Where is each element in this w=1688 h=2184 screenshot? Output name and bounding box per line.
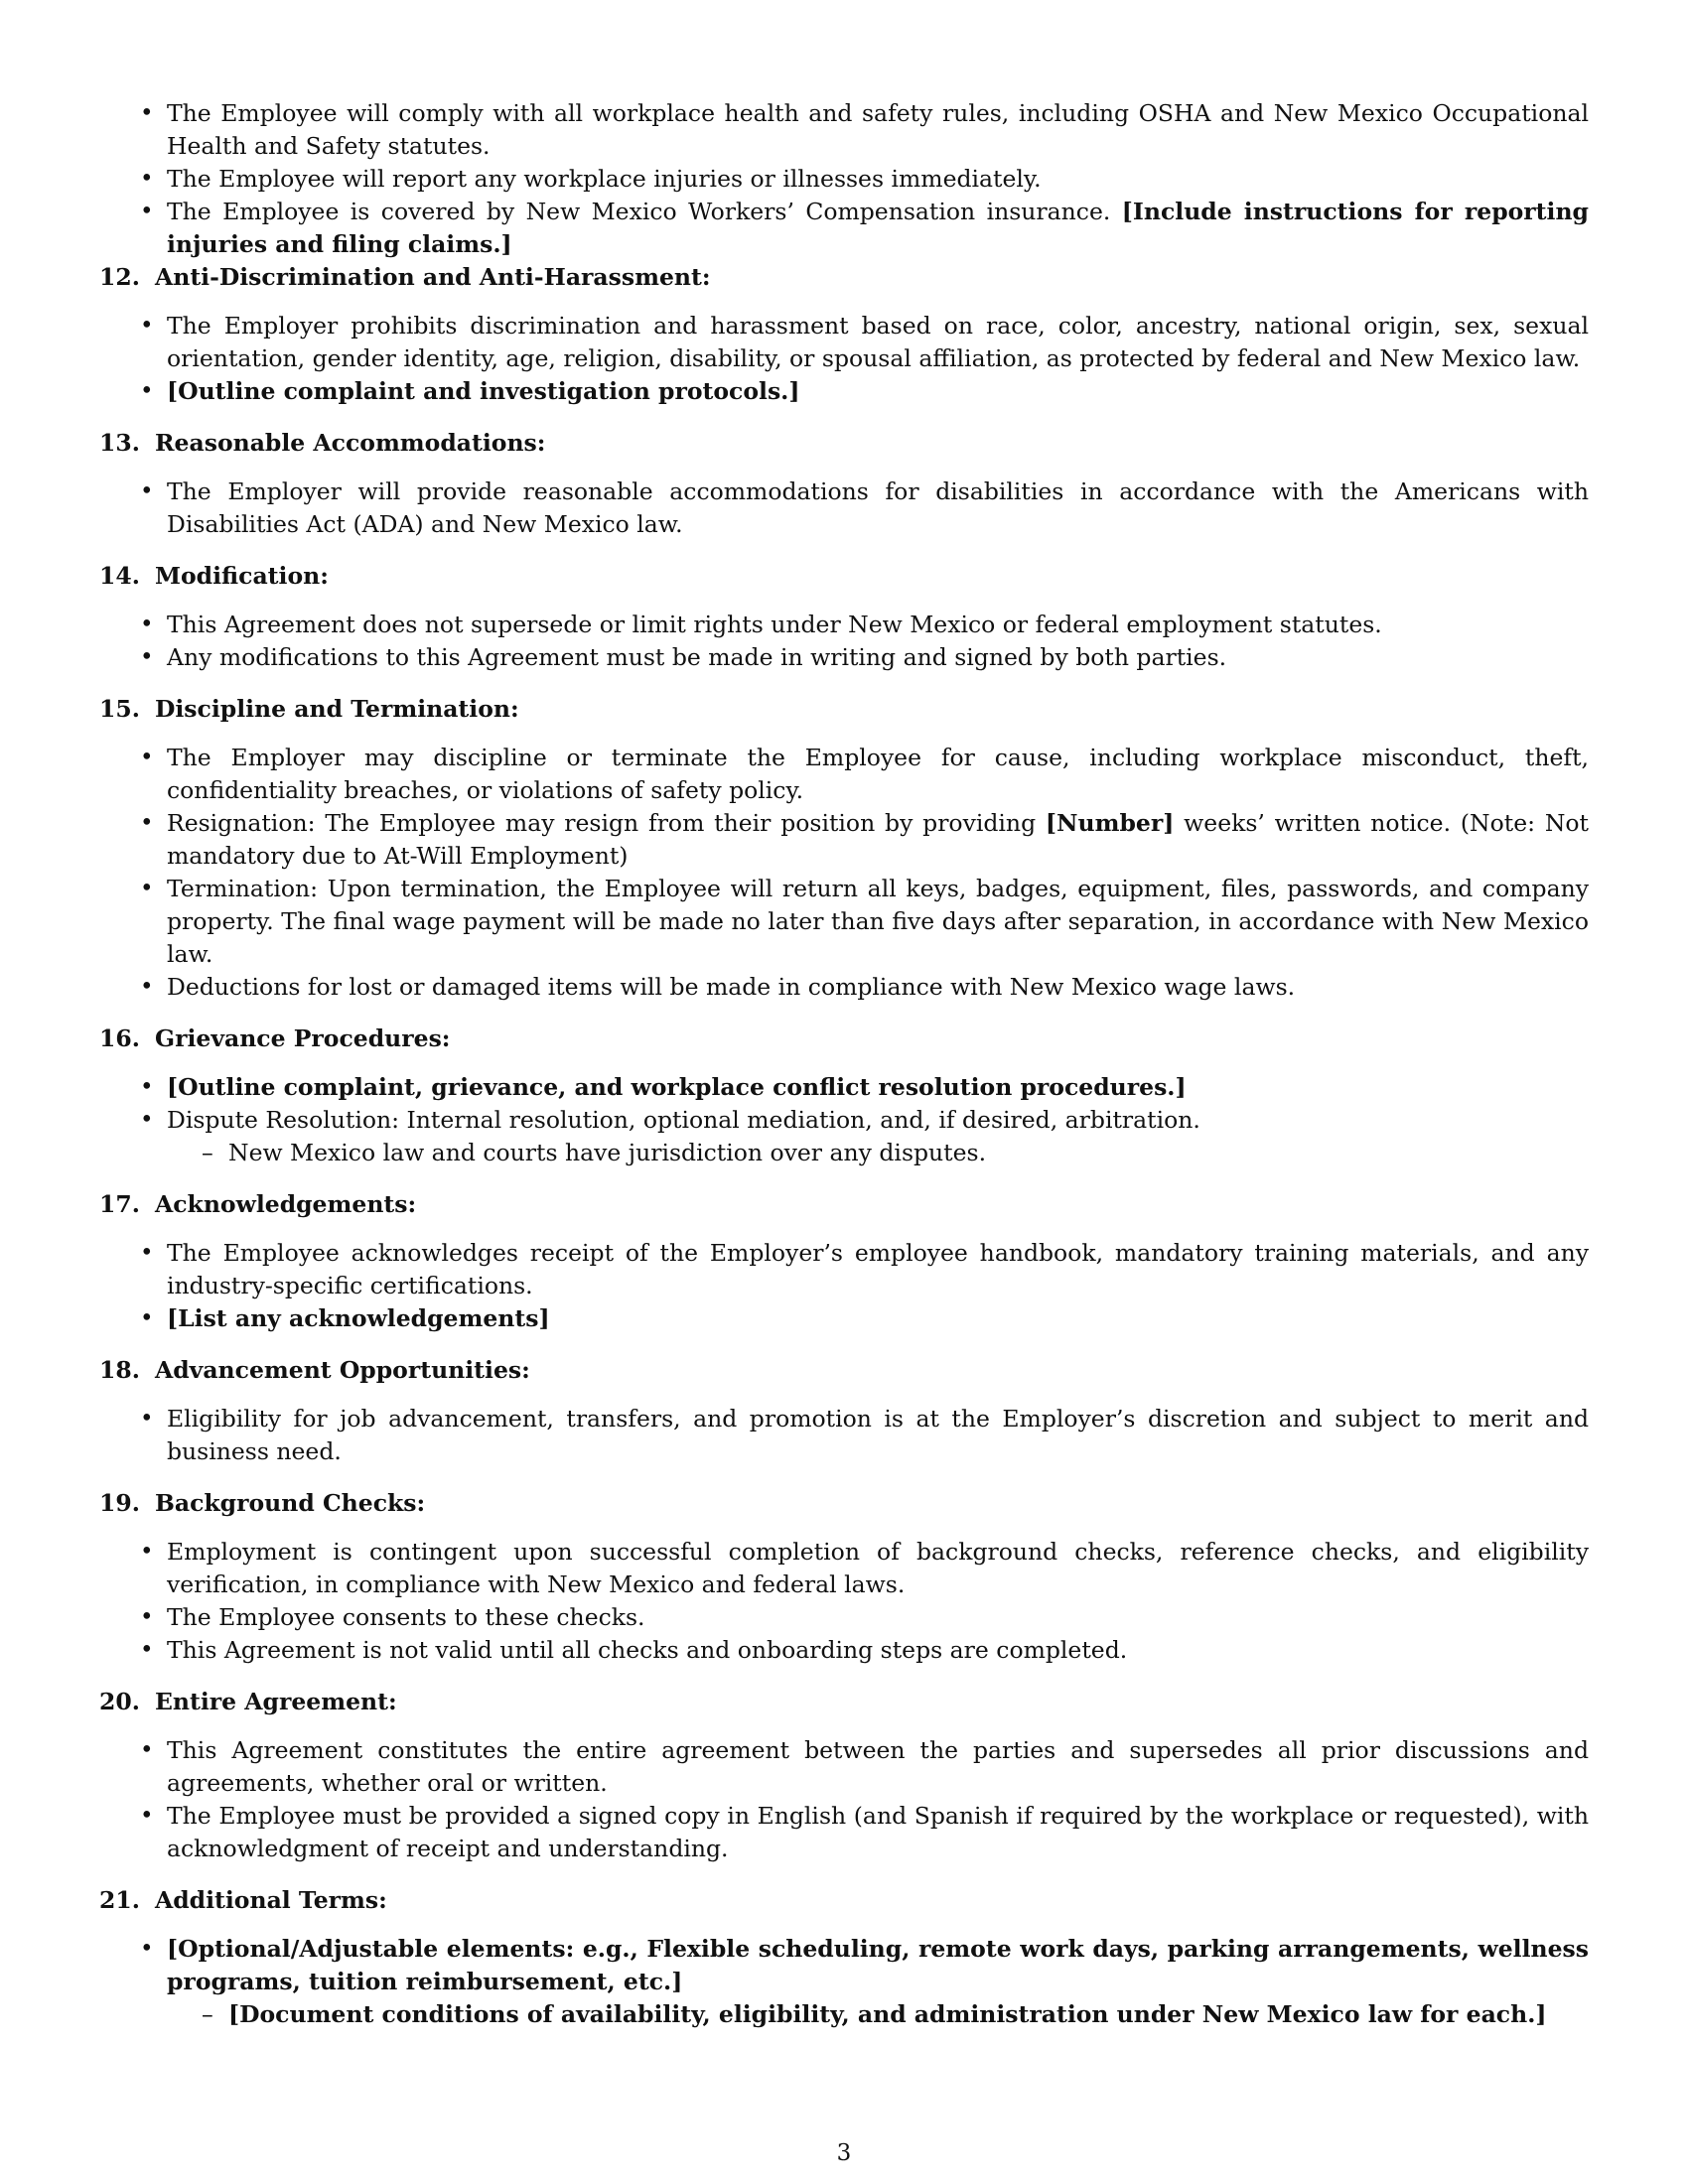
list-item [99,163,1589,196]
list-item [99,971,1589,1004]
list-item [99,97,1589,163]
bullet-list [99,476,1589,541]
list-item [99,873,1589,971]
body-text: weeks’ written notice. (Note: Not mandatory due to At-Will Employment) [167,809,1589,870]
placeholder-text: [Optional/Adjustable elements: e.g., Flexible scheduling, remote work days, parking arrangements, wellness programs, tuition reimbursement, etc.] [167,1935,1589,1995]
placeholder-text: [Number] [1045,809,1175,837]
bullet-list [99,1071,1589,1169]
section-number: 13. [99,429,140,457]
section-title: Modification: [155,562,329,590]
section-20 [99,1686,1589,1865]
list-item [99,807,1589,873]
section-number: 15. [99,695,140,723]
section-number: 14. [99,562,140,590]
list-item [99,476,1589,541]
section-19 [99,1487,1589,1667]
list-item [99,375,1589,408]
bullet-list [99,1403,1589,1468]
sub-list-item [167,1137,1589,1169]
body-text: The Employee acknowledges receipt of the Employer’s employee handbook, mandatory training materials, and any industry-specific certifications. [167,1239,1589,1299]
body-text: The Employee must be provided a signed copy in English (and Spanish if required by the workplace or requested), with acknowledgment of receipt and understanding. [167,1802,1589,1862]
body-text: New Mexico law and courts have jurisdiction over any disputes. [228,1139,987,1166]
bullet-list [99,1536,1589,1667]
bullet-list [99,1933,1589,2031]
placeholder-text: [Include instructions for reporting injuries and filing claims.] [167,198,1589,258]
body-text: Employment is contingent upon successful completion of background checks, reference checks, and eligibility verification, in compliance with New Mexico and federal laws. [167,1538,1589,1598]
list-item [99,1536,1589,1601]
bullet-list [99,1734,1589,1865]
section-title: Acknowledgements: [155,1190,417,1218]
section-heading [99,1354,1589,1387]
section-21 [99,1884,1589,2031]
list-item [99,1601,1589,1634]
bullet-list [99,1237,1589,1335]
list-item [99,1302,1589,1335]
section-heading [99,693,1589,726]
body-text: Deductions for lost or damaged items will be made in compliance with New Mexico wage laws. [167,973,1296,1001]
list-item [99,1071,1589,1104]
section-number: 12. [99,263,140,291]
section-heading [99,1686,1589,1718]
placeholder-text: [List any acknowledgements] [167,1304,550,1332]
list-item [99,609,1589,641]
section-heading [99,1188,1589,1221]
list-item [99,1800,1589,1865]
section-title: Reasonable Accommodations: [155,429,546,457]
section-13 [99,427,1589,541]
section-title: Advancement Opportunities: [155,1356,530,1384]
section-heading [99,427,1589,460]
body-text: The Employee will comply with all workplace health and safety rules, including OSHA and New Mexico Occupational Health and Safety statutes. [167,99,1589,160]
sub-list [167,1137,1589,1169]
body-text: Termination: Upon termination, the Employee will return all keys, badges, equipment, files, passwords, and company property. The final wage payment will be made no later than five days after separation, in accordance with New Mexico law. [167,875,1589,968]
body-text: Resignation: The Employee may resign from their position by providing [167,809,1046,837]
section-heading [99,560,1589,593]
section-heading [99,1023,1589,1055]
intro-section [99,97,1589,261]
body-text: The Employer will provide reasonable accommodations for disabilities in accordance with the Americans with Disabilities Act (ADA) and New Mexico law. [167,478,1589,538]
section-number: 19. [99,1489,140,1517]
section-title: Background Checks: [155,1489,426,1517]
body-text: Eligibility for job advancement, transfers, and promotion is at the Employer’s discretion and subject to merit and business need. [167,1405,1589,1465]
list-item [99,196,1589,261]
section-number: 20. [99,1688,140,1715]
sections-container [99,261,1589,2031]
body-text: The Employer may discipline or terminate the Employee for cause, including workplace misconduct, theft, confidentiality breaches, or violations of safety policy. [167,744,1589,804]
sub-list-item [167,1998,1589,2031]
bullet-list [99,742,1589,1004]
body-text: The Employee is covered by New Mexico Workers’ Compensation insurance. [167,198,1122,225]
section-heading [99,1884,1589,1917]
body-text: Dispute Resolution: Internal resolution, optional mediation, and, if desired, arbitration. [167,1106,1200,1134]
section-title: Discipline and Termination: [155,695,519,723]
list-item [99,1634,1589,1667]
section-14 [99,560,1589,674]
list-item [99,1933,1589,2031]
section-heading [99,261,1589,294]
section-number: 21. [99,1886,140,1914]
list-item [99,310,1589,375]
section-heading [99,1487,1589,1520]
list-item [99,1237,1589,1302]
section-18 [99,1354,1589,1468]
list-item [99,1104,1589,1169]
placeholder-text: [Outline complaint and investigation protocols.] [167,377,800,405]
section-15 [99,693,1589,1004]
sub-list [167,1998,1589,2031]
list-item [99,641,1589,674]
body-text: The Employer prohibits discrimination and harassment based on race, color, ancestry, national origin, sex, sexual orientation, gender identity, age, religion, disability, or spousal affiliation, as protected by federal and New Mexico law. [167,312,1589,372]
section-title: Additional Terms: [155,1886,387,1914]
list-item [99,1403,1589,1468]
section-number: 17. [99,1190,140,1218]
section-12 [99,261,1589,408]
section-16 [99,1023,1589,1169]
placeholder-text: [Outline complaint, grievance, and workplace conflict resolution procedures.] [167,1073,1187,1101]
document-body [99,97,1589,2031]
list-item [99,742,1589,807]
placeholder-text: [Document conditions of availability, eligibility, and administration under New Mexico law for each.] [228,2000,1547,2028]
section-17 [99,1188,1589,1335]
page-number: 3 [836,2140,852,2166]
intro-bullet-list [99,97,1589,261]
section-number: 18. [99,1356,140,1384]
list-item [99,1734,1589,1800]
body-text: This Agreement does not supersede or limit rights under New Mexico or federal employment statutes. [167,611,1382,638]
body-text: This Agreement constitutes the entire agreement between the parties and supersedes all prior discussions and agreements, whether oral or written. [167,1736,1589,1797]
body-text: This Agreement is not valid until all checks and onboarding steps are completed. [167,1636,1128,1664]
body-text: The Employee consents to these checks. [167,1603,645,1631]
bullet-list [99,310,1589,408]
body-text: The Employee will report any workplace injuries or illnesses immediately. [167,165,1042,193]
body-text: Any modifications to this Agreement must be made in writing and signed by both parties. [167,643,1227,671]
section-title: Grievance Procedures: [155,1024,451,1052]
bullet-list [99,609,1589,674]
section-title: Anti-Discrimination and Anti-Harassment: [155,263,711,291]
section-title: Entire Agreement: [155,1688,397,1715]
section-number: 16. [99,1024,140,1052]
